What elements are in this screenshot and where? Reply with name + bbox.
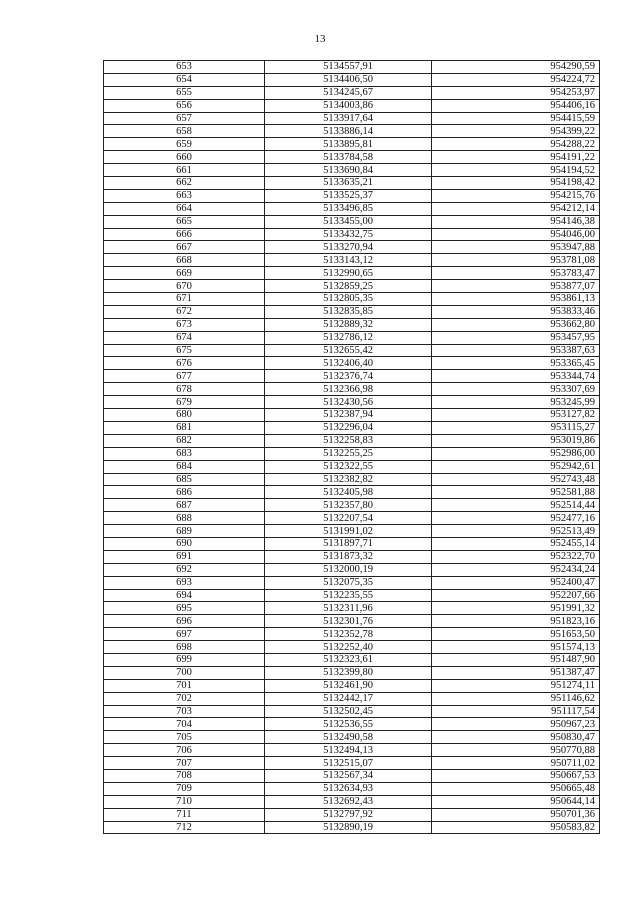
- table-row: [104, 241, 600, 254]
- table-row: [104, 357, 600, 370]
- table-row: [104, 563, 600, 576]
- table-row: [104, 409, 600, 422]
- x-coordinate-cell: 5132990,65: [265, 267, 432, 280]
- x-coordinate-cell: 5133690,84: [265, 164, 432, 177]
- point-number-cell: 711: [104, 808, 265, 821]
- table-row: [104, 434, 600, 447]
- point-number-cell: 668: [104, 254, 265, 267]
- y-coordinate-cell: 951117,54: [432, 705, 600, 718]
- x-coordinate-cell: 5132357,80: [265, 499, 432, 512]
- y-coordinate-cell: 954406,16: [432, 99, 600, 112]
- x-coordinate-cell: 5132490,58: [265, 731, 432, 744]
- point-number-cell: 679: [104, 396, 265, 409]
- point-number-cell: 666: [104, 228, 265, 241]
- point-number-cell: 689: [104, 525, 265, 538]
- x-coordinate-cell: 5132235,55: [265, 589, 432, 602]
- table-row: [104, 641, 600, 654]
- x-coordinate-cell: 5132406,40: [265, 357, 432, 370]
- table-row: [104, 473, 600, 486]
- x-coordinate-cell: 5132835,85: [265, 305, 432, 318]
- x-coordinate-cell: 5132382,82: [265, 473, 432, 486]
- y-coordinate-cell: 954399,22: [432, 125, 600, 138]
- y-coordinate-cell: 953783,47: [432, 267, 600, 280]
- point-number-cell: 680: [104, 409, 265, 422]
- x-coordinate-cell: 5132311,96: [265, 602, 432, 615]
- x-coordinate-cell: 5132322,55: [265, 460, 432, 473]
- y-coordinate-cell: 954415,59: [432, 112, 600, 125]
- y-coordinate-cell: 953365,45: [432, 357, 600, 370]
- y-coordinate-cell: 950644,14: [432, 795, 600, 808]
- y-coordinate-cell: 952207,66: [432, 589, 600, 602]
- y-coordinate-cell: 953245,99: [432, 396, 600, 409]
- point-number-cell: 686: [104, 486, 265, 499]
- table-row: [104, 757, 600, 770]
- x-coordinate-cell: 5132387,94: [265, 409, 432, 422]
- x-coordinate-cell: 5133917,64: [265, 112, 432, 125]
- table-row: [104, 73, 600, 86]
- table-row: [104, 202, 600, 215]
- point-number-cell: 692: [104, 563, 265, 576]
- y-coordinate-cell: 954212,14: [432, 202, 600, 215]
- y-coordinate-cell: 954288,22: [432, 138, 600, 151]
- point-number-cell: 701: [104, 679, 265, 692]
- table-row: [104, 318, 600, 331]
- y-coordinate-cell: 952986,00: [432, 447, 600, 460]
- table-row: [104, 731, 600, 744]
- table-row: [104, 679, 600, 692]
- y-coordinate-cell: 953019,86: [432, 434, 600, 447]
- point-number-cell: 694: [104, 589, 265, 602]
- y-coordinate-cell: 953307,69: [432, 383, 600, 396]
- x-coordinate-cell: 5133143,12: [265, 254, 432, 267]
- x-coordinate-cell: 5132655,42: [265, 344, 432, 357]
- table-row: [104, 460, 600, 473]
- table-row: [104, 447, 600, 460]
- table-row: [104, 692, 600, 705]
- point-number-cell: 665: [104, 215, 265, 228]
- y-coordinate-cell: 950583,82: [432, 821, 600, 834]
- point-number-cell: 669: [104, 267, 265, 280]
- table-row: [104, 383, 600, 396]
- point-number-cell: 671: [104, 293, 265, 306]
- point-number-cell: 685: [104, 473, 265, 486]
- point-number-cell: 688: [104, 512, 265, 525]
- y-coordinate-cell: 954146,38: [432, 215, 600, 228]
- point-number-cell: 708: [104, 769, 265, 782]
- y-coordinate-cell: 953344,74: [432, 370, 600, 383]
- y-coordinate-cell: 954194,52: [432, 164, 600, 177]
- table-row: [104, 254, 600, 267]
- table-row: [104, 112, 600, 125]
- point-number-cell: 672: [104, 305, 265, 318]
- y-coordinate-cell: 950711,02: [432, 757, 600, 770]
- point-number-cell: 678: [104, 383, 265, 396]
- x-coordinate-cell: 5132323,61: [265, 653, 432, 666]
- x-coordinate-cell: 5133635,21: [265, 177, 432, 190]
- table-row: [104, 525, 600, 538]
- point-number-cell: 653: [104, 61, 265, 74]
- x-coordinate-cell: 5132461,90: [265, 679, 432, 692]
- x-coordinate-cell: 5132692,43: [265, 795, 432, 808]
- x-coordinate-cell: 5132890,19: [265, 821, 432, 834]
- x-coordinate-cell: 5132405,98: [265, 486, 432, 499]
- table-row: [104, 808, 600, 821]
- point-number-cell: 663: [104, 189, 265, 202]
- y-coordinate-cell: 951574,13: [432, 641, 600, 654]
- y-coordinate-cell: 953127,82: [432, 409, 600, 422]
- x-coordinate-cell: 5133784,58: [265, 151, 432, 164]
- x-coordinate-cell: 5133455,00: [265, 215, 432, 228]
- point-number-cell: 660: [104, 151, 265, 164]
- y-coordinate-cell: 953387,63: [432, 344, 600, 357]
- table-row: [104, 177, 600, 190]
- y-coordinate-cell: 950667,53: [432, 769, 600, 782]
- x-coordinate-cell: 5134245,67: [265, 86, 432, 99]
- point-number-cell: 654: [104, 73, 265, 86]
- x-coordinate-cell: 5132352,78: [265, 628, 432, 641]
- point-number-cell: 662: [104, 177, 265, 190]
- y-coordinate-cell: 951146,62: [432, 692, 600, 705]
- x-coordinate-cell: 5134003,86: [265, 99, 432, 112]
- x-coordinate-cell: 5132515,07: [265, 757, 432, 770]
- point-number-cell: 657: [104, 112, 265, 125]
- y-coordinate-cell: 952743,48: [432, 473, 600, 486]
- point-number-cell: 691: [104, 550, 265, 563]
- table-row: [104, 795, 600, 808]
- y-coordinate-cell: 951823,16: [432, 615, 600, 628]
- y-coordinate-cell: 952455,14: [432, 537, 600, 550]
- x-coordinate-cell: 5133270,94: [265, 241, 432, 254]
- point-number-cell: 693: [104, 576, 265, 589]
- y-coordinate-cell: 952434,24: [432, 563, 600, 576]
- x-coordinate-cell: 5132889,32: [265, 318, 432, 331]
- y-coordinate-cell: 950830,47: [432, 731, 600, 744]
- point-number-cell: 703: [104, 705, 265, 718]
- y-coordinate-cell: 954215,76: [432, 189, 600, 202]
- table-row: [104, 331, 600, 344]
- table-row: [104, 576, 600, 589]
- y-coordinate-cell: 954191,22: [432, 151, 600, 164]
- point-number-cell: 681: [104, 421, 265, 434]
- x-coordinate-cell: 5132376,74: [265, 370, 432, 383]
- x-coordinate-cell: 5132252,40: [265, 641, 432, 654]
- y-coordinate-cell: 952322,70: [432, 550, 600, 563]
- table-row: [104, 164, 600, 177]
- y-coordinate-cell: 950665,48: [432, 782, 600, 795]
- point-number-cell: 682: [104, 434, 265, 447]
- point-number-cell: 677: [104, 370, 265, 383]
- x-coordinate-cell: 5131897,71: [265, 537, 432, 550]
- y-coordinate-cell: 951274,11: [432, 679, 600, 692]
- table-row: [104, 769, 600, 782]
- point-number-cell: 690: [104, 537, 265, 550]
- y-coordinate-cell: 953833,46: [432, 305, 600, 318]
- y-coordinate-cell: 954046,00: [432, 228, 600, 241]
- x-coordinate-cell: 5132536,55: [265, 718, 432, 731]
- point-number-cell: 702: [104, 692, 265, 705]
- table-row: [104, 305, 600, 318]
- y-coordinate-cell: 952581,88: [432, 486, 600, 499]
- y-coordinate-cell: 951387,47: [432, 666, 600, 679]
- y-coordinate-cell: 952942,61: [432, 460, 600, 473]
- table-row: [104, 421, 600, 434]
- point-number-cell: 655: [104, 86, 265, 99]
- table-row: [104, 653, 600, 666]
- x-coordinate-cell: 5132000,19: [265, 563, 432, 576]
- point-number-cell: 667: [104, 241, 265, 254]
- y-coordinate-cell: 952514,44: [432, 499, 600, 512]
- x-coordinate-cell: 5132207,54: [265, 512, 432, 525]
- point-number-cell: 687: [104, 499, 265, 512]
- x-coordinate-cell: 5132786,12: [265, 331, 432, 344]
- point-number-cell: 706: [104, 744, 265, 757]
- table-row: [104, 615, 600, 628]
- y-coordinate-cell: 951991,32: [432, 602, 600, 615]
- table-row: [104, 228, 600, 241]
- point-number-cell: 700: [104, 666, 265, 679]
- table-row: [104, 125, 600, 138]
- point-number-cell: 659: [104, 138, 265, 151]
- x-coordinate-cell: 5133895,81: [265, 138, 432, 151]
- y-coordinate-cell: 953115,27: [432, 421, 600, 434]
- y-coordinate-cell: 951487,90: [432, 653, 600, 666]
- y-coordinate-cell: 950770,88: [432, 744, 600, 757]
- table-row: [104, 215, 600, 228]
- point-number-cell: 664: [104, 202, 265, 215]
- x-coordinate-cell: 5132442,17: [265, 692, 432, 705]
- point-number-cell: 709: [104, 782, 265, 795]
- y-coordinate-cell: 953662,80: [432, 318, 600, 331]
- x-coordinate-cell: 5132805,35: [265, 293, 432, 306]
- x-coordinate-cell: 5132399,80: [265, 666, 432, 679]
- y-coordinate-cell: 954198,42: [432, 177, 600, 190]
- y-coordinate-cell: 950967,23: [432, 718, 600, 731]
- y-coordinate-cell: 953781,08: [432, 254, 600, 267]
- table-row: [104, 344, 600, 357]
- point-number-cell: 712: [104, 821, 265, 834]
- point-number-cell: 710: [104, 795, 265, 808]
- table-row: [104, 486, 600, 499]
- y-coordinate-cell: 954290,59: [432, 61, 600, 74]
- table-row: [104, 99, 600, 112]
- y-coordinate-cell: 953947,88: [432, 241, 600, 254]
- table-row: [104, 86, 600, 99]
- table-row: [104, 705, 600, 718]
- y-coordinate-cell: 954253,97: [432, 86, 600, 99]
- x-coordinate-cell: 5133525,37: [265, 189, 432, 202]
- table-row: [104, 151, 600, 164]
- table-row: [104, 370, 600, 383]
- table-row: [104, 782, 600, 795]
- x-coordinate-cell: 5132255,25: [265, 447, 432, 460]
- coordinates-table-body: [104, 61, 600, 834]
- x-coordinate-cell: 5133496,85: [265, 202, 432, 215]
- y-coordinate-cell: 953457,95: [432, 331, 600, 344]
- x-coordinate-cell: 5132366,98: [265, 383, 432, 396]
- y-coordinate-cell: 950701,36: [432, 808, 600, 821]
- page-number: 13: [314, 33, 326, 45]
- x-coordinate-cell: 5132301,76: [265, 615, 432, 628]
- table-row: [104, 499, 600, 512]
- x-coordinate-cell: 5133432,75: [265, 228, 432, 241]
- table-row: [104, 537, 600, 550]
- point-number-cell: 658: [104, 125, 265, 138]
- table-row: [104, 821, 600, 834]
- y-coordinate-cell: 952513,49: [432, 525, 600, 538]
- table-row: [104, 189, 600, 202]
- table-row: [104, 293, 600, 306]
- table-row: [104, 138, 600, 151]
- y-coordinate-cell: 952400,47: [432, 576, 600, 589]
- table-row: [104, 744, 600, 757]
- y-coordinate-cell: 953861,13: [432, 293, 600, 306]
- x-coordinate-cell: 5132296,04: [265, 421, 432, 434]
- point-number-cell: 698: [104, 641, 265, 654]
- point-number-cell: 696: [104, 615, 265, 628]
- y-coordinate-cell: 954224,72: [432, 73, 600, 86]
- y-coordinate-cell: 951653,50: [432, 628, 600, 641]
- point-number-cell: 707: [104, 757, 265, 770]
- x-coordinate-cell: 5132859,25: [265, 280, 432, 293]
- x-coordinate-cell: 5133886,14: [265, 125, 432, 138]
- x-coordinate-cell: 5131991,02: [265, 525, 432, 538]
- x-coordinate-cell: 5132634,93: [265, 782, 432, 795]
- table-row: [104, 396, 600, 409]
- point-number-cell: 695: [104, 602, 265, 615]
- point-number-cell: 674: [104, 331, 265, 344]
- x-coordinate-cell: 5134406,50: [265, 73, 432, 86]
- x-coordinate-cell: 5132502,45: [265, 705, 432, 718]
- y-coordinate-cell: 953877,07: [432, 280, 600, 293]
- point-number-cell: 705: [104, 731, 265, 744]
- x-coordinate-cell: 5132075,35: [265, 576, 432, 589]
- x-coordinate-cell: 5132258,83: [265, 434, 432, 447]
- point-number-cell: 676: [104, 357, 265, 370]
- point-number-cell: 704: [104, 718, 265, 731]
- table-row: [104, 602, 600, 615]
- table-row: [104, 628, 600, 641]
- point-number-cell: 699: [104, 653, 265, 666]
- x-coordinate-cell: 5132797,92: [265, 808, 432, 821]
- point-number-cell: 683: [104, 447, 265, 460]
- coordinates-table: [103, 60, 600, 834]
- point-number-cell: 661: [104, 164, 265, 177]
- point-number-cell: 684: [104, 460, 265, 473]
- point-number-cell: 670: [104, 280, 265, 293]
- table-row: [104, 267, 600, 280]
- x-coordinate-cell: 5132494,13: [265, 744, 432, 757]
- point-number-cell: 675: [104, 344, 265, 357]
- x-coordinate-cell: 5132567,34: [265, 769, 432, 782]
- point-number-cell: 673: [104, 318, 265, 331]
- table-row: [104, 550, 600, 563]
- table-row: [104, 718, 600, 731]
- table-row: [104, 589, 600, 602]
- x-coordinate-cell: 5132430,56: [265, 396, 432, 409]
- x-coordinate-cell: 5134557,91: [265, 61, 432, 74]
- table-row: [104, 61, 600, 74]
- table-row: [104, 512, 600, 525]
- y-coordinate-cell: 952477,16: [432, 512, 600, 525]
- point-number-cell: 697: [104, 628, 265, 641]
- table-row: [104, 280, 600, 293]
- point-number-cell: 656: [104, 99, 265, 112]
- table-row: [104, 666, 600, 679]
- x-coordinate-cell: 5131873,32: [265, 550, 432, 563]
